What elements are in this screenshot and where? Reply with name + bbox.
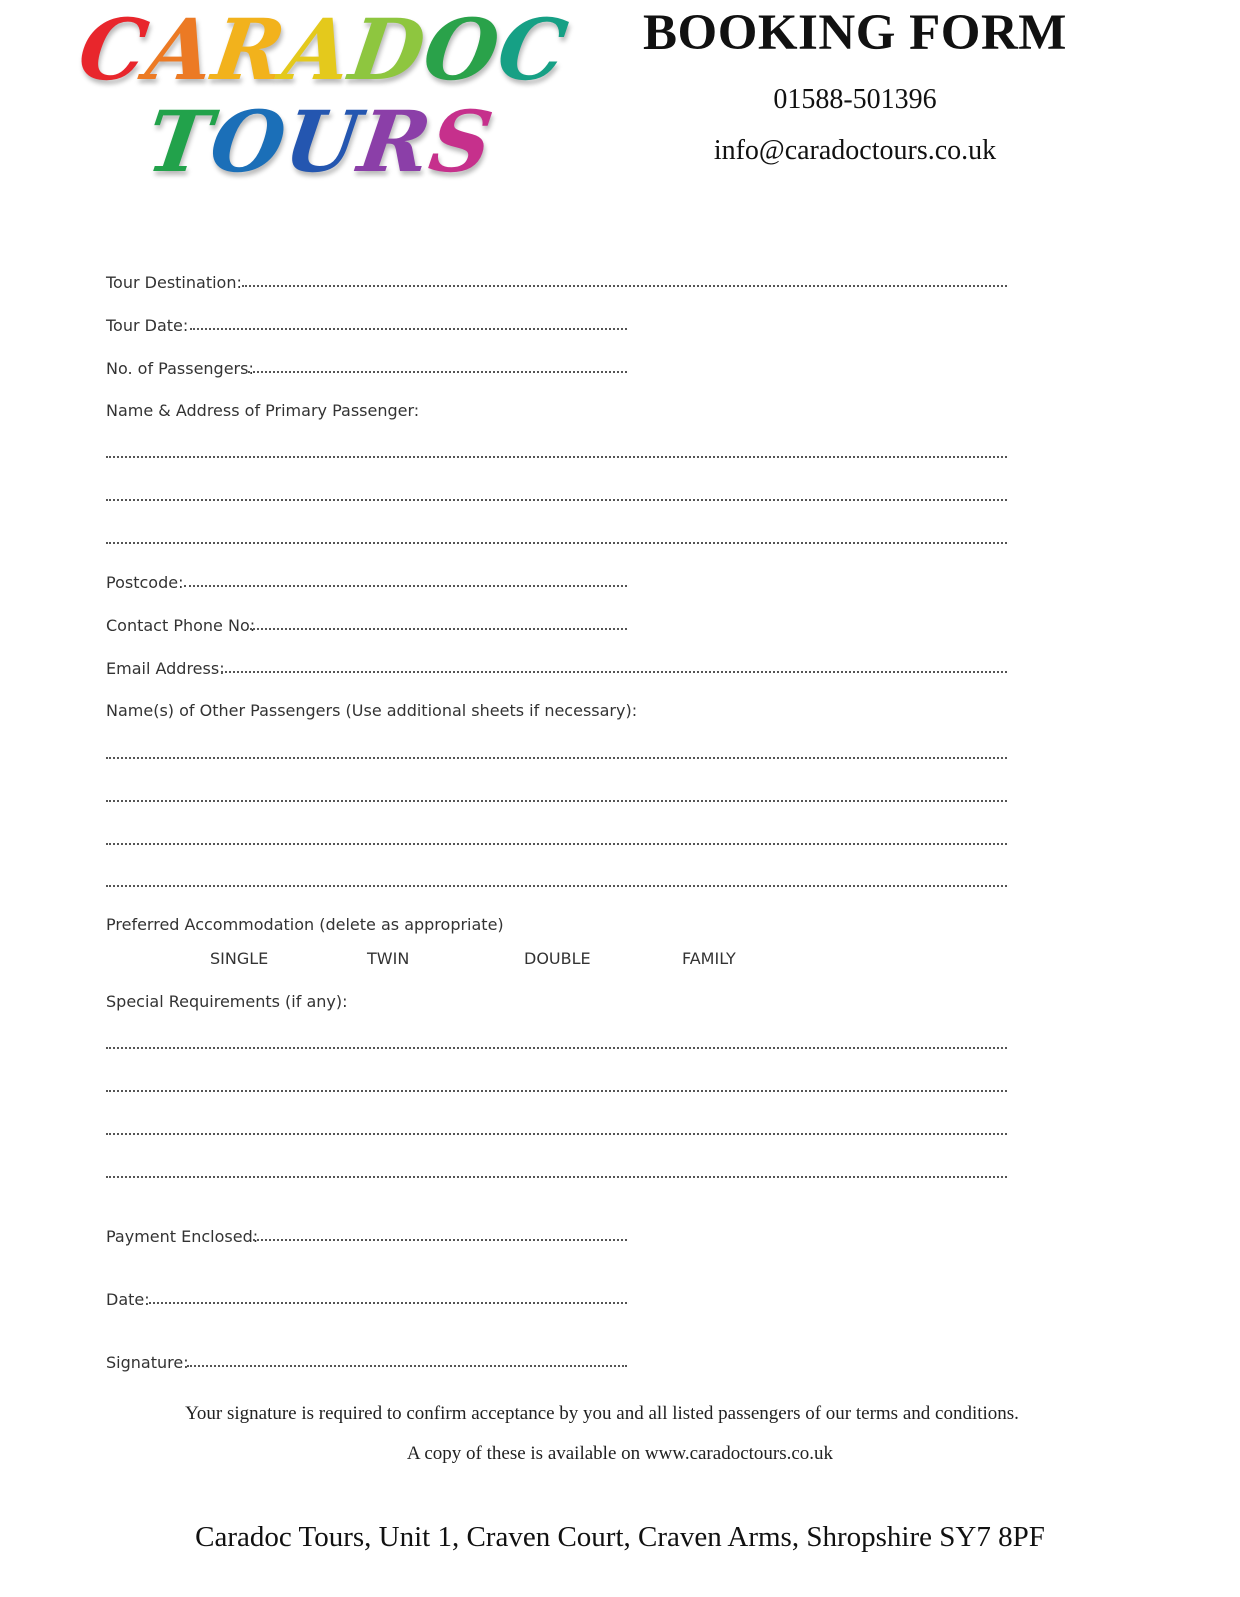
tour-destination-label: Tour Destination: <box>106 273 242 292</box>
logo-letter: S <box>423 92 500 191</box>
date-field[interactable] <box>149 1302 627 1304</box>
company-address: Caradoc Tours, Unit 1, Craven Court, Craven Arms, Shropshire SY7 8PF <box>195 1521 1045 1553</box>
primary-passenger-line-3[interactable] <box>106 542 1007 544</box>
accommodation-twin[interactable]: TWIN <box>367 949 410 968</box>
accommodation-single[interactable]: SINGLE <box>210 949 269 968</box>
signature-note: Your signature is required to confirm acceptance by you and all listed passengers of our terms and conditions. <box>185 1403 1019 1424</box>
tour-destination-field[interactable] <box>242 285 1007 287</box>
logo-letter: C <box>492 0 574 99</box>
logo-caradoc <box>73 0 574 99</box>
logo-letter: T <box>141 92 219 191</box>
logo-letter: U <box>278 92 367 191</box>
logo-letter: A <box>140 0 222 99</box>
date-label: Date: <box>106 1290 150 1309</box>
page-title: BOOKING FORM <box>643 5 1067 61</box>
tour-date-label: Tour Date: <box>106 316 189 335</box>
logo-letter: R <box>352 92 438 191</box>
passengers-field[interactable] <box>248 371 627 373</box>
special-requirements-line-2[interactable] <box>106 1090 1007 1092</box>
payment-enclosed-field[interactable] <box>253 1239 627 1241</box>
postcode-field[interactable] <box>184 585 627 587</box>
email-address: info@caradoctours.co.uk <box>713 135 997 166</box>
primary-passenger-line-2[interactable] <box>106 499 1007 501</box>
logo-letter: A <box>277 0 359 99</box>
email-address-field[interactable] <box>221 671 1007 673</box>
primary-passenger-line-1[interactable] <box>106 456 1007 458</box>
logo-tours <box>141 92 499 191</box>
tour-date-field[interactable] <box>190 328 627 330</box>
other-passengers-label: Name(s) of Other Passengers (Use additional sheets if necessary): <box>106 701 638 720</box>
contact-phone-field[interactable] <box>250 628 627 630</box>
postcode-label: Postcode: <box>106 573 184 592</box>
signature-label: Signature: <box>106 1353 189 1372</box>
logo-letter: R <box>207 0 292 99</box>
phone-number: 01588-501396 <box>773 84 937 115</box>
special-requirements-label: Special Requirements (if any): <box>106 992 348 1011</box>
payment-enclosed-label: Payment Enclosed: <box>106 1227 259 1246</box>
signature-field[interactable] <box>187 1365 627 1367</box>
logo-letter: O <box>204 92 293 191</box>
logo-letter: C <box>73 0 155 99</box>
other-passengers-line-3[interactable] <box>106 843 1007 845</box>
other-passengers-line-4[interactable] <box>106 885 1007 887</box>
other-passengers-line-1[interactable] <box>106 757 1007 759</box>
accommodation-family[interactable]: FAMILY <box>682 949 736 968</box>
logo-letter: O <box>417 0 507 99</box>
other-passengers-line-2[interactable] <box>106 800 1007 802</box>
special-requirements-line-3[interactable] <box>106 1133 1007 1135</box>
contact-phone-label: Contact Phone No: <box>106 616 256 635</box>
logo-letter: D <box>344 0 432 99</box>
accommodation-double[interactable]: DOUBLE <box>524 949 591 968</box>
special-requirements-line-4[interactable] <box>106 1176 1007 1178</box>
primary-passenger-label: Name & Address of Primary Passenger: <box>106 401 420 420</box>
passengers-label: No. of Passengers: <box>106 359 254 378</box>
special-requirements-line-1[interactable] <box>106 1047 1007 1049</box>
terms-copy-note: A copy of these is available on www.caradoctours.co.uk <box>406 1443 834 1464</box>
accommodation-label: Preferred Accommodation (delete as appropriate) <box>106 915 504 934</box>
email-address-label: Email Address: <box>106 659 225 678</box>
